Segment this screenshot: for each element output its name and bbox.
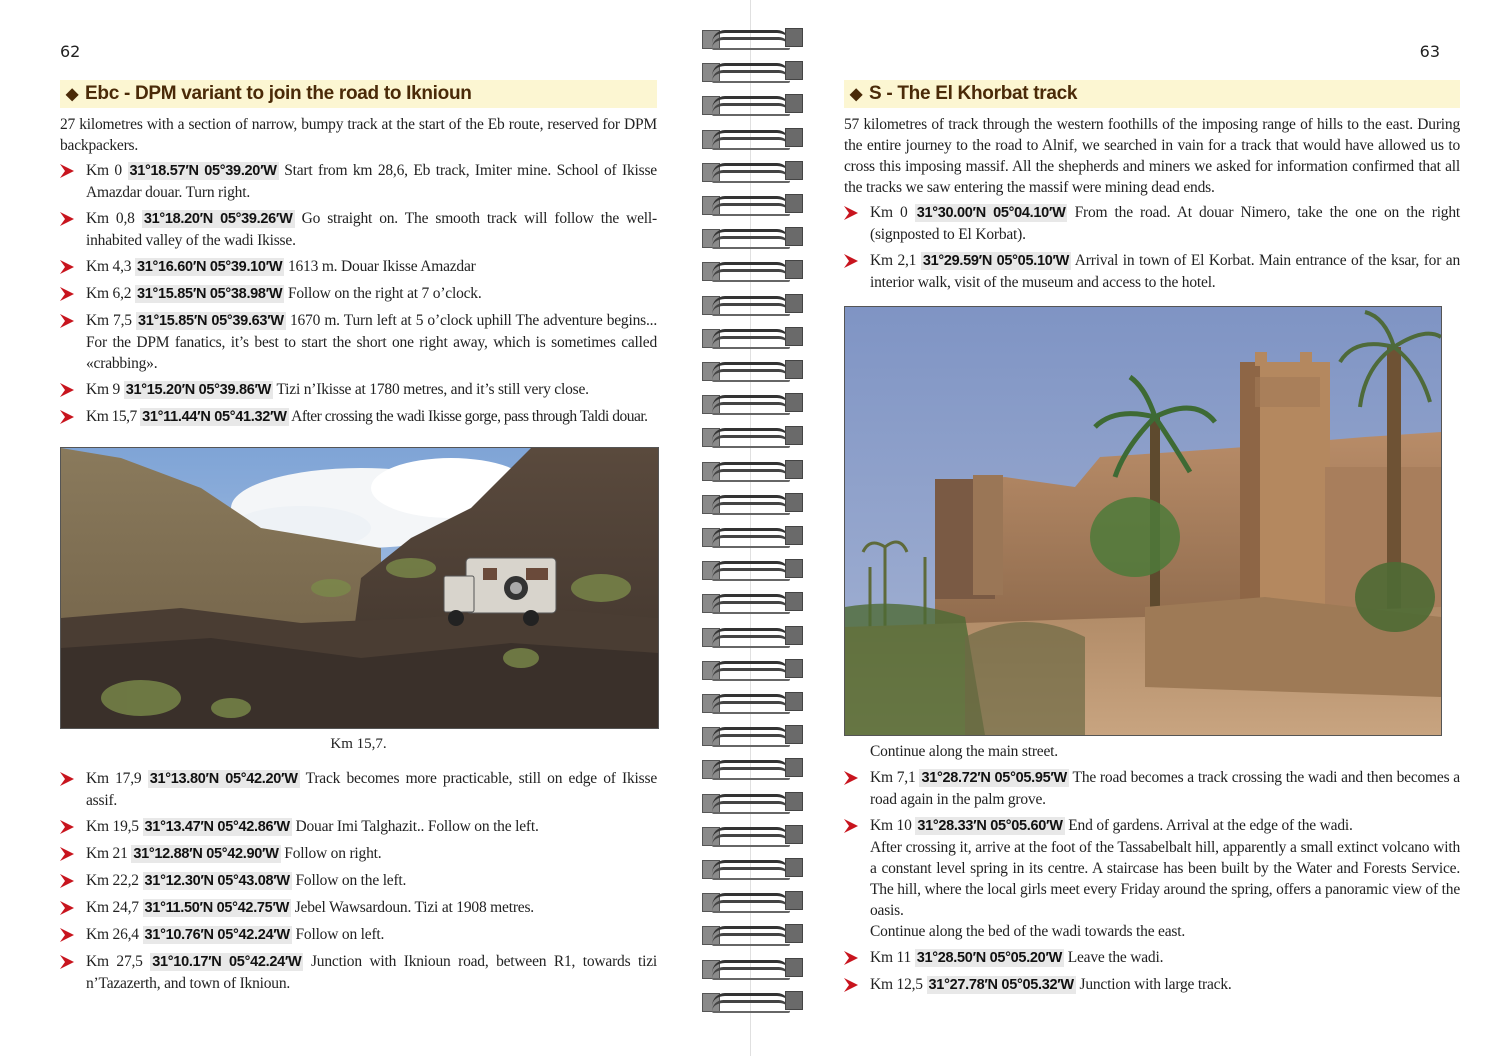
- gps-coordinates: 31°12.30′N 05°43.08′W: [144, 873, 290, 889]
- section-el-khorbat-continued: [844, 741, 1460, 1001]
- photo-mountain-track: [60, 447, 659, 729]
- gps-coordinates: 31°29.59′N 05°05.10′W: [922, 253, 1070, 269]
- spiral-ring: [700, 128, 805, 148]
- arrow-bullet-icon: [60, 164, 74, 178]
- page-number: 63: [1419, 42, 1440, 61]
- spiral-ring: [700, 692, 805, 712]
- spiral-ring: [700, 227, 805, 247]
- spiral-ring: [700, 260, 805, 280]
- spiral-ring: [700, 725, 805, 745]
- gps-coordinates: 31°13.47′N 05°42.86′W: [144, 819, 290, 835]
- gps-coordinates: 31°28.50′N 05°05.20′W: [916, 950, 1063, 966]
- section-title: [844, 80, 1460, 108]
- gps-coordinates: 31°10.17′N 05°42.24′W: [152, 954, 302, 970]
- photo-ksar: [844, 306, 1442, 736]
- spiral-ring: [700, 426, 805, 446]
- arrow-bullet-icon: [60, 260, 74, 274]
- arrow-bullet-icon: [60, 410, 74, 424]
- arrow-bullet-icon: [844, 819, 858, 833]
- spiral-ring: [700, 559, 805, 579]
- waypoint: Km 15,7 31°11.44′N 05°41.32′W After crossing the wadi Ikisse gorge, pass through Taldi douar.: [60, 406, 657, 428]
- waypoint: Km 26,4 31°10.76′N 05°42.24′W Follow on left.: [60, 924, 657, 946]
- spiral-ring: [700, 592, 805, 612]
- waypoint: Km 22,2 31°12.30′N 05°43.08′W Follow on the left.: [60, 870, 657, 892]
- waypoint: Km 2,1 31°29.59′N 05°05.10′W Arrival in town of El Korbat. Main entrance of the ksar, for an interior walk, visit of the museum and access to the hotel.: [844, 250, 1460, 293]
- arrow-bullet-icon: [60, 212, 74, 226]
- spiral-ring: [700, 294, 805, 314]
- waypoint: Km 11 31°28.50′N 05°05.20′W Leave the wadi.: [844, 947, 1460, 969]
- gps-coordinates: 31°18.57′N 05°39.20′W: [129, 163, 277, 179]
- section-intro: 27 kilometres with a section of narrow, bumpy track at the start of the Eb route, reserved for DPM backpackers.: [60, 116, 657, 154]
- arrow-bullet-icon: [844, 771, 858, 785]
- waypoint-detail: Continue along the bed of the wadi towards the east.: [870, 923, 1186, 940]
- section-title-text: S - The El Khorbat track: [869, 83, 1078, 104]
- waypoint: Km 17,9 31°13.80′N 05°42.20′W Track becomes more practicable, still on edge of Ikisse assif.: [60, 768, 657, 811]
- section-ebc: [60, 80, 657, 433]
- arrow-bullet-icon: [60, 820, 74, 834]
- arrow-bullet-icon: [844, 951, 858, 965]
- gps-coordinates: 31°15.20′N 05°39.86′W: [125, 382, 272, 398]
- spiral-ring: [700, 659, 805, 679]
- waypoint: Km 19,5 31°13.47′N 05°42.86′W Douar Imi Talghazit.. Follow on the left.: [60, 816, 657, 838]
- spiral-ring: [700, 360, 805, 380]
- gps-coordinates: 31°27.78′N 05°05.32′W: [928, 977, 1074, 993]
- arrow-bullet-icon: [60, 287, 74, 301]
- gps-coordinates: 31°18.20′N 05°39.26′W: [143, 211, 293, 227]
- section-intro: 57 kilometres of track through the western foothills of the imposing range of hills to the east. During the entire journey to the road to Alnif, we searched in vain for a track that would have allowed us to cross this imposing massif. All the shepherds and miners we asked for information confirmed that all the tracks we saw entering the massif were mining dead ends.: [844, 116, 1460, 196]
- diamond-icon: ◆: [850, 86, 863, 103]
- waypoint-list: [60, 160, 657, 428]
- spiral-ring: [700, 825, 805, 845]
- mountain-track-image: [61, 448, 658, 728]
- waypoint: Km 10 31°28.33′N 05°05.60′W End of gardens. Arrival at the edge of the wadi. After crossing it, arrive at the foot of the Tassabelbalt hill, apparently a small extinct volcano with a constant level spring in its centre. A staircase has been built by the Water and Forests Service. The hill, where the local girls meet every Friday around the spring, offers a panoramic view of the oasis. Continue along the bed of the wadi towards the east.: [844, 815, 1460, 942]
- spiral-ring: [700, 94, 805, 114]
- waypoint: Km 7,5 31°15.85′N 05°39.63′W 1670 m. Turn left at 5 o’clock uphill The adventure begins... For the DPM fanatics, it’s best to start the short one right away, which is sometimes called «crabbing».: [60, 310, 657, 374]
- spiral-ring: [700, 858, 805, 878]
- photo-caption: Km 15,7.: [330, 736, 387, 752]
- spiral-ring: [700, 526, 805, 546]
- section-title-text: Ebc - DPM variant to join the road to Iknioun: [85, 83, 472, 104]
- section-el-khorbat: [844, 80, 1460, 298]
- waypoint: Km 24,7 31°11.50′N 05°42.75′W Jebel Wawsardoun. Tizi at 1908 metres.: [60, 897, 657, 919]
- gps-coordinates: 31°16.60′N 05°39.10′W: [137, 259, 283, 275]
- gps-coordinates: 31°15.85′N 05°39.63′W: [138, 313, 284, 329]
- arrow-bullet-icon: [60, 847, 74, 861]
- right-page: [820, 0, 1500, 1056]
- waypoint: Km 0,8 31°18.20′N 05°39.26′W Go straight on. The smooth track will follow the well-inhabited valley of the wadi Ikisse.: [60, 208, 657, 251]
- gps-coordinates: 31°10.76′N 05°42.24′W: [144, 927, 290, 943]
- waypoint-list: [844, 767, 1460, 996]
- waypoint: Km 7,1 31°28.72′N 05°05.95′W The road becomes a track crossing the wadi and then becomes a road again in the palm grove.: [844, 767, 1460, 810]
- ksar-image: [845, 307, 1441, 735]
- spiral-ring: [700, 792, 805, 812]
- arrow-bullet-icon: [60, 928, 74, 942]
- gps-coordinates: 31°15.85′N 05°38.98′W: [137, 286, 283, 302]
- spiral-ring: [700, 493, 805, 513]
- gps-coordinates: 31°28.33′N 05°05.60′W: [917, 818, 1063, 834]
- arrow-bullet-icon: [60, 314, 74, 328]
- spiral-binding: [700, 0, 805, 1056]
- waypoint: Km 12,5 31°27.78′N 05°05.32′W Junction with large track.: [844, 974, 1460, 996]
- spiral-ring: [700, 161, 805, 181]
- spiral-ring: [700, 194, 805, 214]
- spiral-ring: [700, 28, 805, 48]
- arrow-bullet-icon: [844, 978, 858, 992]
- arrow-bullet-icon: [60, 383, 74, 397]
- arrow-bullet-icon: [844, 254, 858, 268]
- gps-coordinates: 31°12.88′N 05°42.90′W: [133, 846, 279, 862]
- waypoint-detail: After crossing it, arrive at the foot of the Tassabelbalt hill, apparently a small extinct volcano with a constant level spring in its centre. A staircase has been built by the Water and Forests Service. The hill, where the local girls meet every Friday around the spring, offers a panoramic view of the oasis.: [870, 839, 1460, 919]
- arrow-bullet-icon: [60, 772, 74, 786]
- diamond-icon: ◆: [66, 86, 79, 103]
- spiral-ring: [700, 924, 805, 944]
- spiral-ring: [700, 393, 805, 413]
- waypoint-list: [844, 202, 1460, 293]
- waypoint: Km 6,2 31°15.85′N 05°38.98′W Follow on the right at 7 o’clock.: [60, 283, 657, 305]
- section-title: [60, 80, 657, 108]
- arrow-bullet-icon: [844, 206, 858, 220]
- spiral-ring: [700, 991, 805, 1011]
- instruction-note: Continue along the main street.: [870, 743, 1058, 760]
- spiral-ring: [700, 758, 805, 778]
- arrow-bullet-icon: [60, 901, 74, 915]
- waypoint: Km 21 31°12.88′N 05°42.90′W Follow on right.: [60, 843, 657, 865]
- section-ebc-continued: [60, 768, 657, 999]
- gps-coordinates: 31°28.72′N 05°05.95′W: [921, 770, 1067, 786]
- gps-coordinates: 31°30.00′N 05°04.10′W: [916, 205, 1066, 221]
- waypoint: Km 4,3 31°16.60′N 05°39.10′W 1613 m. Douar Ikisse Amazdar: [60, 256, 657, 278]
- gps-coordinates: 31°11.50′N 05°42.75′W: [144, 900, 290, 916]
- arrow-bullet-icon: [60, 955, 74, 969]
- arrow-bullet-icon: [60, 874, 74, 888]
- spiral-ring: [700, 460, 805, 480]
- waypoint: Km 27,5 31°10.17′N 05°42.24′W Junction with Iknioun road, between R1, towards tizi n’Tazazerth, and town of Iknioun.: [60, 951, 657, 994]
- gps-coordinates: 31°11.44′N 05°41.32′W: [142, 409, 287, 425]
- gps-coordinates: 31°13.80′N 05°42.20′W: [149, 771, 298, 787]
- left-page: [0, 0, 680, 1056]
- spiral-ring: [700, 61, 805, 81]
- spiral-ring: [700, 958, 805, 978]
- waypoint: Km 9 31°15.20′N 05°39.86′W Tizi n’Ikisse at 1780 metres, and it’s still very close.: [60, 379, 657, 401]
- spiral-ring: [700, 626, 805, 646]
- waypoint: Km 0 31°30.00′N 05°04.10′W From the road. At douar Nimero, take the one on the right (signposted to El Korbat).: [844, 202, 1460, 245]
- spiral-ring: [700, 327, 805, 347]
- waypoint: Km 0 31°18.57′N 05°39.20′W Start from km 28,6, Eb track, Imiter mine. School of Ikisse Amazdar douar. Turn right.: [60, 160, 657, 203]
- page-number: 62: [60, 42, 81, 61]
- spiral-ring: [700, 891, 805, 911]
- waypoint-list: [60, 768, 657, 994]
